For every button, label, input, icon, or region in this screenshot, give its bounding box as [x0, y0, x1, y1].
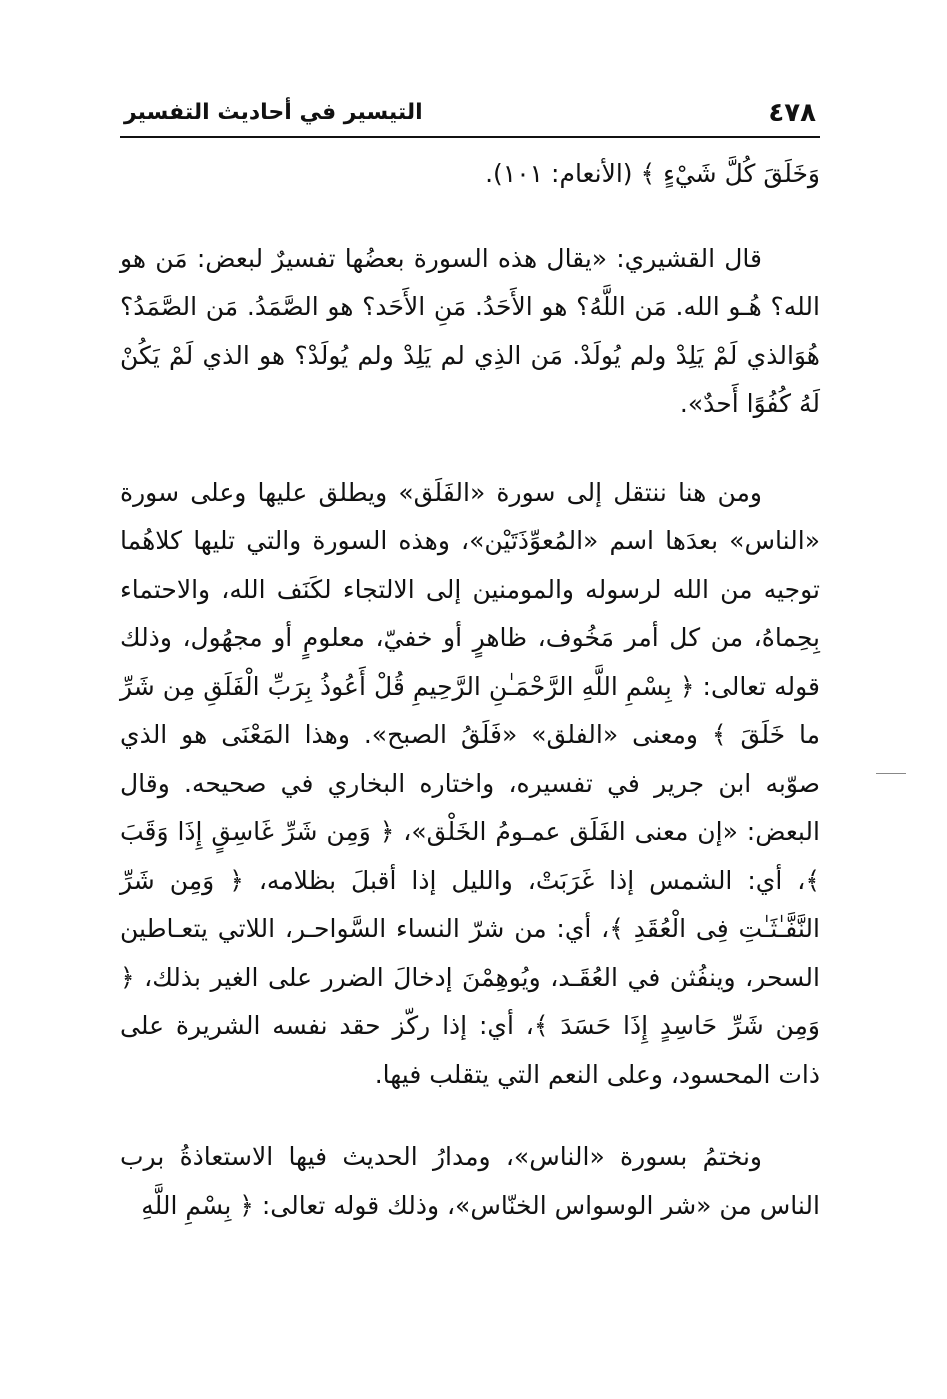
paragraph-verse-ending: وَخَلَقَ كُلَّ شَيْءٍ ﴾ (الأنعام: ١٠١).: [485, 159, 820, 188]
paragraph-surat-al-falaq: ومن هنا ننتقل إلى سورة «الفَلَق» ويطلق عليها وعلى سورة «الناس» بعدَها اسم «المُعوِّذَتَيْن»، وهذه السورة والتي تليها كلاهُما توجيه من الله لرسوله والمومنين إلى الالتجاء لكَنَف الله، والاحتماء بِحِماهُ، من كل أمر مَخُوف، ظاهرٍ أو خفيّ، معلومٍ أو مجهُول، وذلك قوله تعالى: ﴿ بِسْمِ اللَّهِ الرَّحْمَـٰنِ الرَّحِيمِ قُلْ أَعُوذُ بِرَبِّ الْفَلَقِ مِن شَرِّ ما خَلَقَ ﴾ ومعنى «الفلق» «فَلَقُ الصبح». وهذا المَعْنَى هو الذي صوّبه ابن جرير في تفسيره، واختاره البخاري في صحيحه. وقال البعض: «إن معنى الفَلَق عمـومُ الخَلْق»، ﴿ وَمِن شَرِّ غَاسِقٍ إِذَا وَقَبَ ﴾، أي: الشمس إذا غَرَبَتْ، والليل إذا أقبلَ بظلامه، ﴿ وَمِن شَرِّ النَّفَّـٰثَـٰتِ فِى الْعُقَدِ ﴾، أي: من شرّ النساء السَّواحـر، اللاتي يتعـاطين السحر، وينفُثن في العُقَـد، ويُوهِمْنَ إدخالَ الضرر على الغير بذلك، ﴿ وَمِن شَرِّ حَاسِدٍ إِذَا حَسَدَ ﴾، أي: إذا ركّز حقد نفسه الشريرة على ذات المحسود، وعلى النعم التي يتقلب فيها.: [120, 477, 820, 1089]
paragraph-qushayri-quote: قال القشيري: «يقال هذه السورة بعضُها تفسيرٌ لبعض: مَن هو الله؟ هُـو الله. مَن اللَّهُ؟ هو الأَحَدُ. مَنِ الأَحَد؟ هو الصَّمَدُ. مَن الصَّمَدُ؟ هُوَالذي لَمْ يَلِدْ ولم يُولَدْ. مَن الذِي لم يَلِدْ ولم يُولَدْ؟ هو الذي لَمْ يَكُنْ لَهُ كُفُوًا أَحدٌ».: [120, 243, 820, 418]
running-header: [120, 98, 820, 138]
page-number: ٤٧٨: [768, 98, 816, 128]
page-body: [120, 150, 820, 1230]
scan-margin-mark: [876, 773, 906, 774]
paragraph-surat-an-nas: ونختمُ بسورة «الناس»، ومدارُ الحديث فيها الاستعاذةُ برب الناس من «شر الوسواس الخنّاس»، وذلك قوله تعالى: ﴿ بِسْمِ اللَّهِ: [120, 1142, 820, 1220]
book-title: التيسير في أحاديث التفسير: [124, 100, 423, 125]
